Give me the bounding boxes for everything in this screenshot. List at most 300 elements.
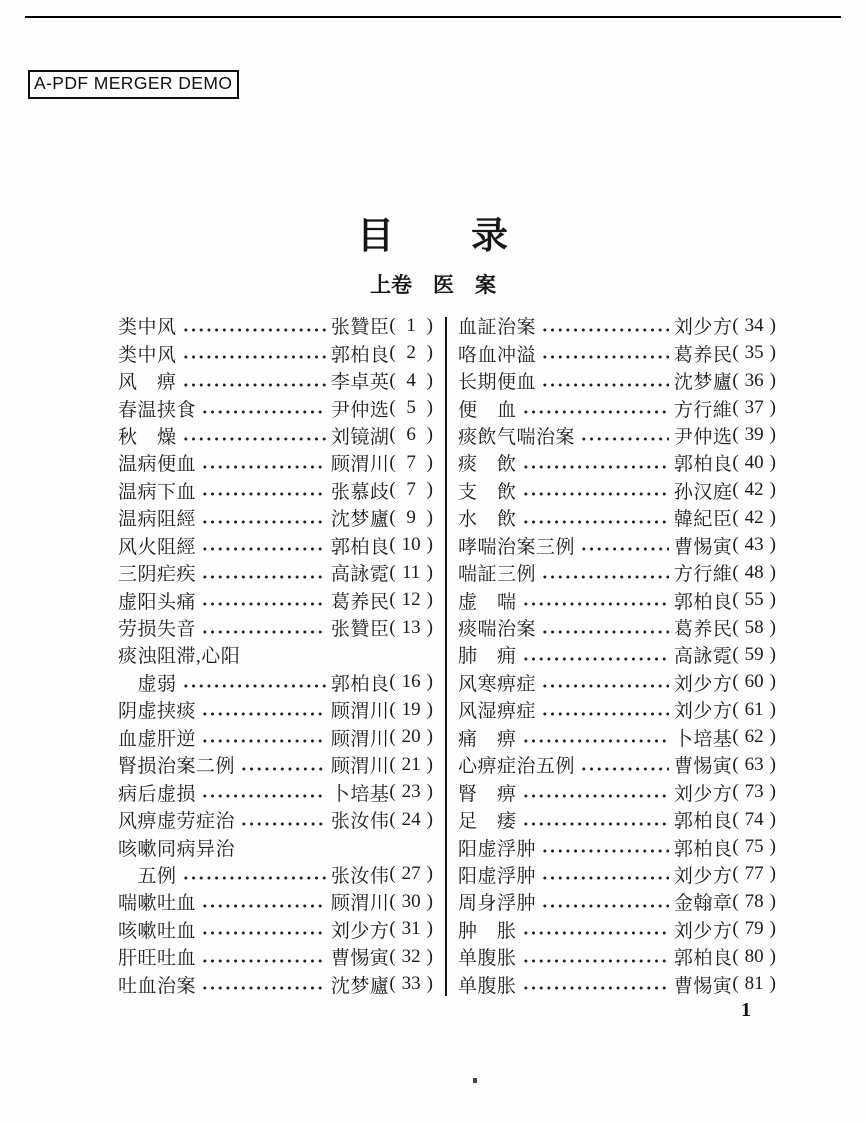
toc-entry-title: 单腹胀 [458,975,517,997]
toc-entry-title: 喘嗽吐血 [118,893,197,915]
paren-close: ) [769,342,776,364]
paren-open: ( [389,781,396,803]
page-value: 6 [406,424,416,446]
page-value: 5 [406,397,416,419]
paren-close: ) [426,561,433,583]
toc-entry-title: 五例 [118,865,177,887]
paren-open: ( [389,671,396,693]
toc-entry-title: 三阴疟疾 [118,564,197,586]
page-value: 32 [401,945,421,967]
toc-entry-author: 张汝伟 [330,811,390,833]
page-value: 2 [406,342,416,364]
toc-entry-author: 李卓英 [330,372,390,394]
toc-entry-title: 阳虚浮肿 [458,838,537,860]
dot-leader [182,874,326,882]
toc-entry-title: 虚弱 [118,673,177,695]
toc-entry-page [389,699,433,721]
paren-close: ) [426,479,433,501]
paren-close: ) [769,945,776,967]
toc-entry-author: 沈梦廬 [330,509,390,531]
paren-open: ( [389,451,396,473]
dot-leader [182,435,326,443]
dot-leader [201,463,326,471]
toc-row [118,669,433,696]
page-value: 40 [744,451,764,473]
page-value: 63 [744,753,764,775]
paren-close: ) [426,863,433,885]
toc-entry-page [732,452,776,474]
page-value: 7 [406,479,416,501]
paren-close: ) [426,808,433,830]
toc-entry-author: 张贊臣 [330,619,390,641]
toc-entry-title: 类中风 [118,344,177,366]
toc-entry-author: 孙汉庭 [673,481,733,503]
paren-open: ( [732,314,739,336]
toc-entry-page [389,754,433,776]
dot-leader [201,518,326,526]
dot-leader [201,408,326,416]
toc-entry-page [732,534,776,556]
toc-entry-title: 心痹症治五例 [458,756,576,778]
dot-leader [541,710,669,718]
toc-entry-page [389,589,433,611]
toc-entry-title: 腎损治案二例 [118,756,236,778]
toc-row [118,888,433,915]
toc-entry-page [389,918,433,940]
paren-open: ( [389,342,396,364]
toc-entry-title: 咯血冲溢 [458,344,537,366]
toc-entry-author: 方行維 [673,564,733,586]
dot-leader [522,463,669,471]
paren-close: ) [426,616,433,638]
toc-entry-title: 温病阻經 [118,509,197,531]
toc-entry-author: 刘少方 [673,865,733,887]
toc-row [458,477,776,504]
page-value: 80 [744,945,764,967]
toc-entry-page [389,726,433,748]
toc-entry-page [732,946,776,968]
paren-open: ( [732,863,739,885]
toc-entry-page [389,479,433,501]
toc-row [458,724,776,751]
toc-entry-title: 长期便血 [458,372,537,394]
toc-row [118,806,433,833]
page-value: 62 [744,726,764,748]
toc-entry-page [389,617,433,639]
pdf-merger-demo-label: A-PDF MERGER DEMO [34,73,233,93]
dot-leader [580,435,669,443]
dot-leader [182,353,326,361]
page-value: 23 [401,781,421,803]
toc-entry-title: 阴虚挟痰 [118,701,197,723]
paren-close: ) [769,698,776,720]
page-value: 73 [744,781,764,803]
paren-close: ) [769,973,776,995]
paren-open: ( [389,863,396,885]
page-value: 39 [744,424,764,446]
paren-open: ( [389,753,396,775]
dot-leader [240,765,326,773]
toc-row [458,833,776,860]
toc-entry-author: 方行維 [673,399,733,421]
toc-row [118,532,433,559]
toc-entry-page [732,671,776,693]
paren-open: ( [732,890,739,912]
scan-artifact-dot [473,1078,477,1083]
toc-entry-page [732,836,776,858]
paren-open: ( [389,479,396,501]
toc-entry-author: 郭柏良 [673,454,733,476]
toc-entry-title: 风湿痹症 [458,701,537,723]
toc-entry-title: 便 血 [458,399,517,421]
toc-entry-page [389,370,433,392]
toc-entry-title: 风寒痹症 [458,673,537,695]
paren-open: ( [732,781,739,803]
paren-open: ( [732,973,739,995]
dot-leader [201,929,326,937]
page-value: 27 [401,863,421,885]
toc-entry-page [389,342,433,364]
toc-entry-title: 水 飲 [458,509,517,531]
paren-open: ( [732,726,739,748]
toc-row [458,641,776,668]
toc-row [458,943,776,970]
page-value: 7 [406,451,416,473]
toc-row [118,422,433,449]
toc-entry-title: 劳损失音 [118,619,197,641]
paren-open: ( [389,314,396,336]
toc-entry-page [732,863,776,885]
toc-entry-title: 咳嗽吐血 [118,920,197,942]
toc-entry-title: 吐血治案 [118,975,197,997]
dot-leader [201,600,326,608]
dot-leader [201,902,326,910]
toc-entry-title: 痛 痹 [458,728,517,750]
toc-row [458,559,776,586]
paren-close: ) [769,589,776,611]
paren-close: ) [769,479,776,501]
toc-entry-page [732,315,776,337]
toc-row [118,559,433,586]
paren-close: ) [769,863,776,885]
paren-open: ( [389,534,396,556]
toc-entry-title: 血虚肝逆 [118,728,197,750]
toc-row [118,641,433,668]
toc-entry-author: 郭柏良 [673,591,733,613]
toc-entry-author: 郭柏良 [330,536,390,558]
toc-entry-title: 肺 痈 [458,646,517,668]
page-value: 75 [744,836,764,858]
paren-open: ( [732,808,739,830]
paren-close: ) [426,945,433,967]
toc-entry-title: 痰 飲 [458,454,517,476]
paren-close: ) [769,451,776,473]
page-value: 60 [744,671,764,693]
toc-entry-title: 痰喘治案 [458,619,537,641]
toc-row [458,696,776,723]
toc-row [118,724,433,751]
paren-close: ) [769,890,776,912]
dot-leader [201,792,326,800]
dot-leader [522,957,669,965]
toc-row [118,449,433,476]
toc-entry-author: 高詠霓 [673,646,733,668]
dot-leader [522,408,669,416]
paren-open: ( [389,945,396,967]
page-value: 20 [401,726,421,748]
page-value: 4 [406,369,416,391]
page-value: 16 [401,671,421,693]
dot-leader [541,573,669,581]
paren-close: ) [769,726,776,748]
toc-entry-page [389,946,433,968]
toc-row [458,916,776,943]
dot-leader [541,353,669,361]
top-horizontal-rule [25,16,841,18]
toc-entry-author: 刘少方 [673,701,733,723]
page-value: 59 [744,643,764,665]
toc-entry-author: 张贊臣 [330,317,390,339]
page-title: 目 录 [357,216,509,257]
toc-entry-author: 曹惕寅 [673,536,733,558]
dot-leader [522,820,669,828]
toc-entry-title: 哮喘治案三例 [458,536,576,558]
dot-leader [182,381,326,389]
paren-open: ( [389,397,396,419]
page-value: 77 [744,863,764,885]
paren-open: ( [732,369,739,391]
toc-row [118,778,433,805]
toc-entry-title: 风火阻經 [118,536,197,558]
toc-row [458,312,776,339]
paren-close: ) [769,616,776,638]
toc-row [458,778,776,805]
paren-open: ( [732,643,739,665]
toc-entry-author: 葛养民 [673,619,733,641]
paren-close: ) [426,589,433,611]
toc-entry-title: 周身浮肿 [458,893,537,915]
dot-leader [541,874,669,882]
paren-open: ( [389,561,396,583]
toc-entry-page [732,809,776,831]
page-value: 61 [744,698,764,720]
toc-entry-author: 高詠霓 [330,564,390,586]
page-value: 11 [402,561,421,583]
toc-entry-title: 温病便血 [118,454,197,476]
toc-entry-author: 卜培基 [330,783,390,805]
toc-entry-author: 曹惕寅 [673,975,733,997]
toc-entry-page [732,973,776,995]
page-value: 10 [401,534,421,556]
toc-row [458,669,776,696]
toc-entry-author: 韓紀臣 [673,509,733,531]
dot-leader [201,573,326,581]
paren-close: ) [769,369,776,391]
toc-entry-page [389,534,433,556]
page-value: 33 [401,973,421,995]
page-value: 36 [744,369,764,391]
toc-entry-page [389,891,433,913]
paren-close: ) [426,890,433,912]
dot-leader [201,737,326,745]
toc-entry-page [389,562,433,584]
toc-entry-author: 尹仲选 [673,426,733,448]
toc-entry-title: 肿 胀 [458,920,517,942]
toc-entry-title: 类中风 [118,317,177,339]
page-value: 12 [401,589,421,611]
toc-entry-author: 葛养民 [673,344,733,366]
dot-leader [201,984,326,992]
toc-entry-page [732,918,776,940]
dot-leader [522,600,669,608]
paren-open: ( [389,616,396,638]
paren-open: ( [732,836,739,858]
toc-row [118,614,433,641]
toc-entry-author: 顾渭川 [330,728,390,750]
page-value: 31 [401,918,421,940]
toc-entry-title: 虚阳头痛 [118,591,197,613]
toc-entry-author: 郭柏良 [330,344,390,366]
toc-row [458,394,776,421]
paren-close: ) [426,451,433,473]
page-value: 34 [744,314,764,336]
page-value: 74 [744,808,764,830]
dot-leader [201,628,326,636]
dot-leader [201,957,326,965]
toc-entry-title: 阳虚浮肿 [458,865,537,887]
toc-row [118,916,433,943]
dot-leader [541,326,669,334]
paren-open: ( [389,726,396,748]
toc-entry-title: 风 痹 [118,372,177,394]
toc-entry-author: 尹仲选 [330,399,390,421]
toc-entry-author: 顾渭川 [330,893,390,915]
toc-row [118,751,433,778]
toc-entry-title: 虚 喘 [458,591,517,613]
dot-leader [182,326,326,334]
paren-close: ) [426,726,433,748]
paren-open: ( [389,890,396,912]
page-value: 19 [401,698,421,720]
page-value: 58 [744,616,764,638]
toc-entry-author: 沈梦廬 [330,975,390,997]
toc-entry-author: 曹惕寅 [673,756,733,778]
dot-leader [522,518,669,526]
toc-entry-page [389,809,433,831]
toc-entry-author: 郭柏良 [330,673,390,695]
table-of-contents [118,312,776,998]
toc-row [458,339,776,366]
paren-open: ( [732,342,739,364]
paren-open: ( [732,918,739,940]
toc-row [118,394,433,421]
paren-close: ) [426,698,433,720]
toc-row [458,888,776,915]
toc-entry-title: 血証治案 [458,317,537,339]
page-value: 1 [406,314,416,336]
toc-row [458,861,776,888]
paren-close: ) [769,781,776,803]
toc-column-right [447,312,776,998]
toc-entry-title: 单腹胀 [458,948,517,970]
toc-entry-page [389,863,433,885]
toc-entry-title: 病后虚损 [118,783,197,805]
page-value: 55 [744,589,764,611]
dot-leader [522,655,669,663]
toc-entry-page [732,644,776,666]
toc-entry-page [732,781,776,803]
paren-open: ( [389,973,396,995]
page-value: 81 [744,973,764,995]
paren-open: ( [389,589,396,611]
page-value: 9 [406,506,416,528]
dot-leader [522,737,669,745]
page-value: 35 [744,342,764,364]
dot-leader [522,490,669,498]
paren-close: ) [769,534,776,556]
toc-row [458,806,776,833]
toc-row [118,504,433,531]
paren-close: ) [769,918,776,940]
toc-row [118,339,433,366]
paren-open: ( [732,479,739,501]
toc-entry-title: 痰浊阻滞,心阳 [118,646,241,668]
toc-entry-page [732,891,776,913]
paren-close: ) [769,643,776,665]
paren-close: ) [426,314,433,336]
toc-row [118,943,433,970]
toc-entry-page [389,424,433,446]
page-value: 48 [744,561,764,583]
paren-close: ) [426,424,433,446]
toc-entry-page [389,781,433,803]
toc-row [458,532,776,559]
paren-close: ) [426,671,433,693]
paren-open: ( [732,616,739,638]
paren-open: ( [732,397,739,419]
toc-entry-title: 喘証三例 [458,564,537,586]
page-value: 42 [744,479,764,501]
toc-entry-page [389,452,433,474]
paren-close: ) [426,342,433,364]
toc-row [458,751,776,778]
toc-row [458,449,776,476]
paren-open: ( [732,506,739,528]
toc-row [118,833,433,860]
toc-entry-author: 刘少方 [673,673,733,695]
toc-entry-author: 卜培基 [673,728,733,750]
toc-entry-author: 郭柏良 [673,811,733,833]
paren-open: ( [389,808,396,830]
toc-entry-author: 金翰章 [673,893,733,915]
page-value: 21 [401,753,421,775]
paren-close: ) [769,808,776,830]
dot-leader [541,628,669,636]
toc-entry-page [732,424,776,446]
toc-entry-author: 顾渭川 [330,454,390,476]
page-value: 24 [401,808,421,830]
paren-close: ) [426,753,433,775]
paren-open: ( [389,698,396,720]
toc-entry-page [732,342,776,364]
paren-close: ) [426,918,433,940]
dot-leader [201,710,326,718]
paren-close: ) [426,506,433,528]
page-value: 37 [744,397,764,419]
page-value: 30 [401,890,421,912]
dot-leader [201,490,326,498]
toc-row [458,614,776,641]
